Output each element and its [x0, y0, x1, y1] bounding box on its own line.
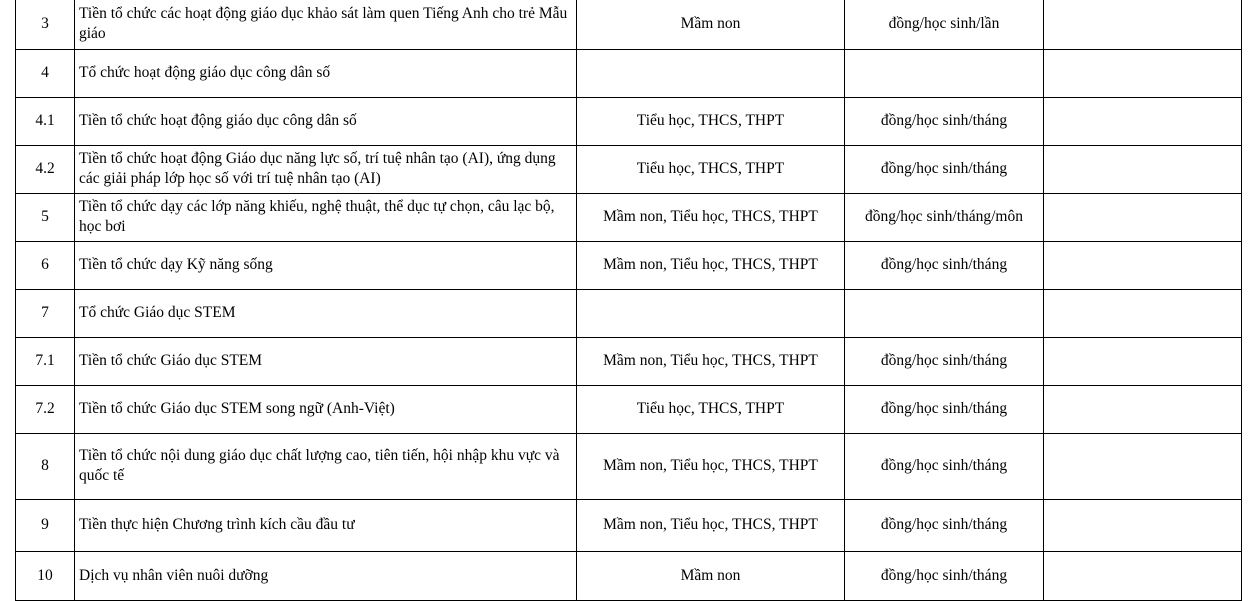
- table-row: [16, 499, 1242, 551]
- school-level: [577, 289, 845, 337]
- row-number: 8: [16, 433, 75, 499]
- row-number: 9: [16, 499, 75, 551]
- row-number: 4: [16, 49, 75, 97]
- price-cell: [1044, 433, 1242, 499]
- price-cell: [1044, 289, 1242, 337]
- item-name: Tiền tổ chức dạy các lớp năng khiếu, nghệ thuật, thể dục tự chọn, câu lạc bộ, học bơi: [75, 193, 577, 241]
- table-row: [16, 145, 1242, 193]
- item-name: Tiền tổ chức hoạt động Giáo dục năng lực số, trí tuệ nhân tạo (AI), ứng dụng các giải pháp lớp học số với trí tuệ nhân tạo (AI): [75, 145, 577, 193]
- item-name: Tiền tổ chức hoạt động giáo dục công dân số: [75, 97, 577, 145]
- unit: đồng/học sinh/tháng: [845, 97, 1044, 145]
- item-name: Tổ chức Giáo dục STEM: [75, 289, 577, 337]
- table-row: [16, 289, 1242, 337]
- fee-table-body: [16, 0, 1242, 600]
- unit: đồng/học sinh/tháng: [845, 241, 1044, 289]
- unit: [845, 289, 1044, 337]
- fee-table: [15, 0, 1242, 601]
- item-name: Dịch vụ nhân viên nuôi dưỡng: [75, 551, 577, 600]
- table-row: [16, 49, 1242, 97]
- row-number: 10: [16, 551, 75, 600]
- row-number: 6: [16, 241, 75, 289]
- unit: [845, 49, 1044, 97]
- unit: đồng/học sinh/tháng: [845, 337, 1044, 385]
- item-name: Tiền tổ chức các hoạt động giáo dục khảo sát làm quen Tiếng Anh cho trẻ Mẫu giáo: [75, 0, 577, 49]
- row-number: 4.2: [16, 145, 75, 193]
- row-number: 7.1: [16, 337, 75, 385]
- unit: đồng/học sinh/lần: [845, 0, 1044, 49]
- school-level: Tiểu học, THCS, THPT: [577, 145, 845, 193]
- row-number: 7.2: [16, 385, 75, 433]
- table-row: [16, 551, 1242, 600]
- price-cell: [1044, 193, 1242, 241]
- table-row: [16, 0, 1242, 49]
- row-number: 3: [16, 0, 75, 49]
- row-number: 4.1: [16, 97, 75, 145]
- item-name: Tiền thực hiện Chương trình kích cầu đầu tư: [75, 499, 577, 551]
- school-level: Mầm non, Tiểu học, THCS, THPT: [577, 193, 845, 241]
- school-level: Mầm non, Tiểu học, THCS, THPT: [577, 241, 845, 289]
- school-level: Mầm non, Tiểu học, THCS, THPT: [577, 337, 845, 385]
- price-cell: [1044, 551, 1242, 600]
- item-name: Tiền tổ chức Giáo dục STEM song ngữ (Anh-Việt): [75, 385, 577, 433]
- row-number: 7: [16, 289, 75, 337]
- price-cell: [1044, 337, 1242, 385]
- table-row: [16, 97, 1242, 145]
- item-name: Tiền tổ chức nội dung giáo dục chất lượng cao, tiên tiến, hội nhập khu vực và quốc tế: [75, 433, 577, 499]
- unit: đồng/học sinh/tháng: [845, 499, 1044, 551]
- table-row: [16, 241, 1242, 289]
- item-name: Tổ chức hoạt động giáo dục công dân số: [75, 49, 577, 97]
- row-number: 5: [16, 193, 75, 241]
- school-level: Mầm non: [577, 551, 845, 600]
- table-row: [16, 385, 1242, 433]
- price-cell: [1044, 49, 1242, 97]
- price-cell: [1044, 241, 1242, 289]
- school-level: Tiểu học, THCS, THPT: [577, 385, 845, 433]
- table-row: [16, 337, 1242, 385]
- unit: đồng/học sinh/tháng/môn: [845, 193, 1044, 241]
- school-level: Mầm non, Tiểu học, THCS, THPT: [577, 433, 845, 499]
- price-cell: [1044, 385, 1242, 433]
- table-row: [16, 433, 1242, 499]
- price-cell: [1044, 499, 1242, 551]
- unit: đồng/học sinh/tháng: [845, 385, 1044, 433]
- price-cell: [1044, 145, 1242, 193]
- school-level: Tiểu học, THCS, THPT: [577, 97, 845, 145]
- school-level: Mầm non, Tiểu học, THCS, THPT: [577, 499, 845, 551]
- item-name: Tiền tổ chức Giáo dục STEM: [75, 337, 577, 385]
- price-cell: [1044, 0, 1242, 49]
- item-name: Tiền tổ chức dạy Kỹ năng sống: [75, 241, 577, 289]
- school-level: Mầm non: [577, 0, 845, 49]
- table-row: [16, 193, 1242, 241]
- price-cell: [1044, 97, 1242, 145]
- unit: đồng/học sinh/tháng: [845, 145, 1044, 193]
- unit: đồng/học sinh/tháng: [845, 551, 1044, 600]
- unit: đồng/học sinh/tháng: [845, 433, 1044, 499]
- school-level: [577, 49, 845, 97]
